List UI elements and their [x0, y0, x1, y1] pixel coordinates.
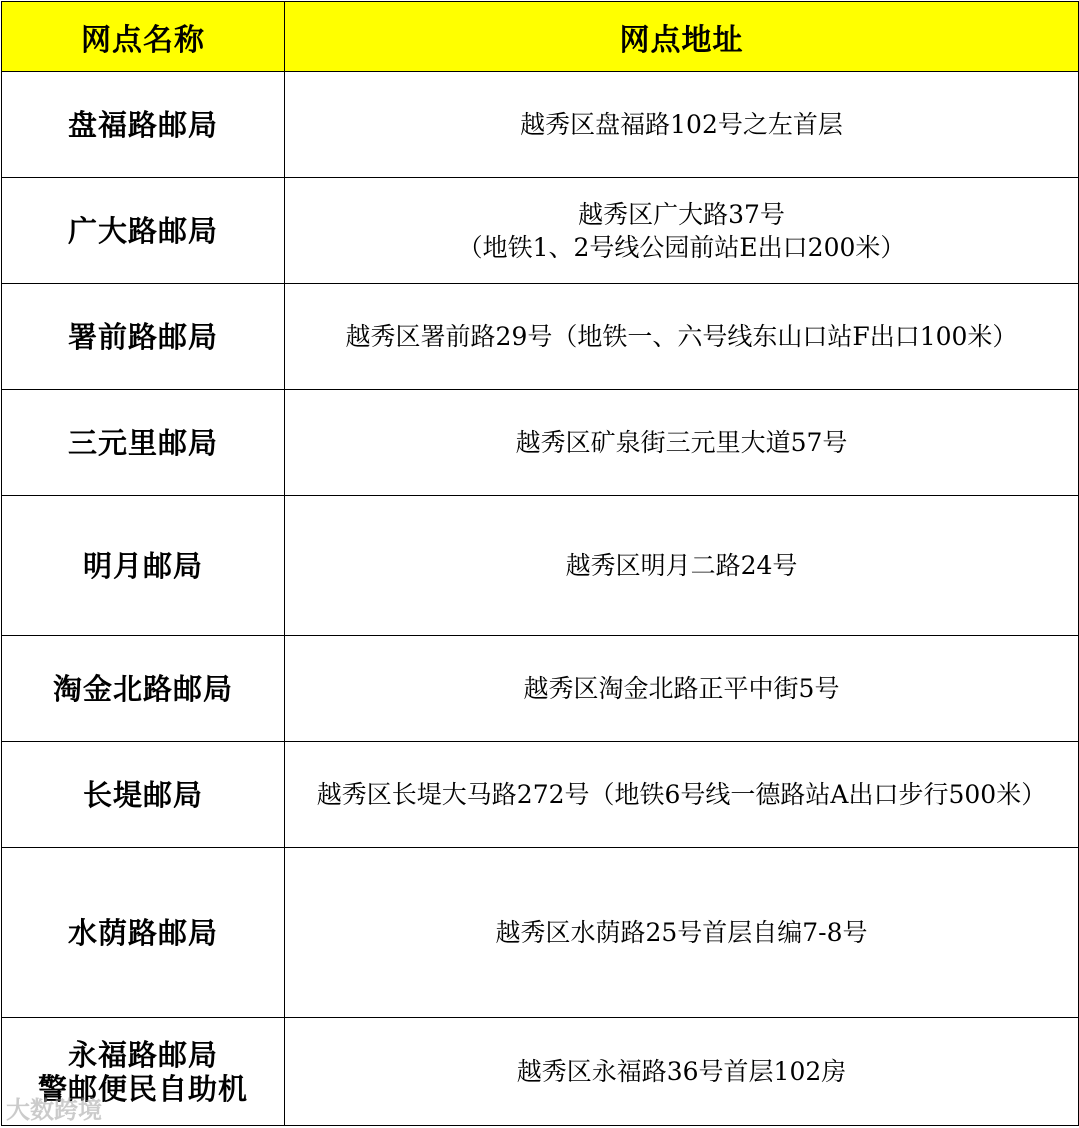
- outlet-name: 署前路邮局: [67, 319, 218, 354]
- header-outlet-address: 网点地址: [285, 2, 1079, 72]
- table-row: [2, 72, 1079, 178]
- outlet-name: 广大路邮局: [67, 213, 218, 248]
- outlet-name: 淘金北路邮局: [52, 671, 233, 706]
- outlet-address: 越秀区长堤大马路272号（地铁6号线一德路站A出口步行500米）: [316, 780, 1047, 809]
- outlet-address-cell: [285, 1018, 1079, 1126]
- outlet-address-note: （地铁1、2号线公园前站E出口200米）: [457, 232, 906, 262]
- table-row: [2, 178, 1079, 284]
- table-header-row: [2, 2, 1079, 72]
- outlet-name-cell: [2, 848, 285, 1018]
- table-row: [2, 284, 1079, 390]
- post-office-table: [1, 1, 1079, 1126]
- table-row: [2, 742, 1079, 848]
- outlet-name-cell: [2, 1018, 285, 1126]
- outlet-address-cell: [285, 742, 1079, 848]
- outlet-name: 水荫路邮局: [67, 915, 218, 950]
- outlet-address: 越秀区水荫路25号首层自编7-8号: [495, 918, 868, 947]
- outlet-name: 三元里邮局: [67, 425, 218, 460]
- header-outlet-name: 网点名称: [2, 2, 285, 72]
- outlet-address-cell: [285, 848, 1079, 1018]
- outlet-name-cell: [2, 72, 285, 178]
- outlet-name: 盘福路邮局: [67, 107, 218, 142]
- outlet-address-cell: [285, 284, 1079, 390]
- outlet-name-cell: [2, 178, 285, 284]
- outlet-address: 越秀区矿泉街三元里大道57号: [515, 428, 848, 457]
- outlet-address: 越秀区广大路37号: [578, 199, 785, 229]
- outlet-name-cell: [2, 636, 285, 742]
- outlet-address-cell: [285, 636, 1079, 742]
- table-row: [2, 848, 1079, 1018]
- outlet-name-sub: 警邮便民自助机: [37, 1071, 248, 1106]
- outlet-address: 越秀区盘福路102号之左首层: [520, 110, 843, 139]
- table-row: [2, 1018, 1079, 1126]
- outlet-name-cell: [2, 742, 285, 848]
- outlet-address: 越秀区淘金北路正平中街5号: [523, 674, 840, 703]
- outlet-address-cell: [285, 178, 1079, 284]
- outlet-address: 越秀区署前路29号（地铁一、六号线东山口站F出口100米）: [345, 322, 1018, 351]
- outlet-address-cell: [285, 390, 1079, 496]
- outlet-name: 永福路邮局: [67, 1037, 218, 1072]
- outlet-name-cell: [2, 390, 285, 496]
- table-row: [2, 496, 1079, 636]
- table-row: [2, 390, 1079, 496]
- watermark-text: 大数跨境: [6, 1096, 102, 1124]
- table-row: [2, 636, 1079, 742]
- outlet-address: 越秀区永福路36号首层102房: [516, 1057, 847, 1086]
- outlet-name-cell: [2, 284, 285, 390]
- outlet-address-cell: [285, 72, 1079, 178]
- outlet-address-cell: [285, 496, 1079, 636]
- outlet-name: 长堤邮局: [82, 777, 203, 812]
- outlet-name-cell: [2, 496, 285, 636]
- outlet-address: 越秀区明月二路24号: [565, 551, 798, 580]
- outlet-name: 明月邮局: [82, 548, 203, 583]
